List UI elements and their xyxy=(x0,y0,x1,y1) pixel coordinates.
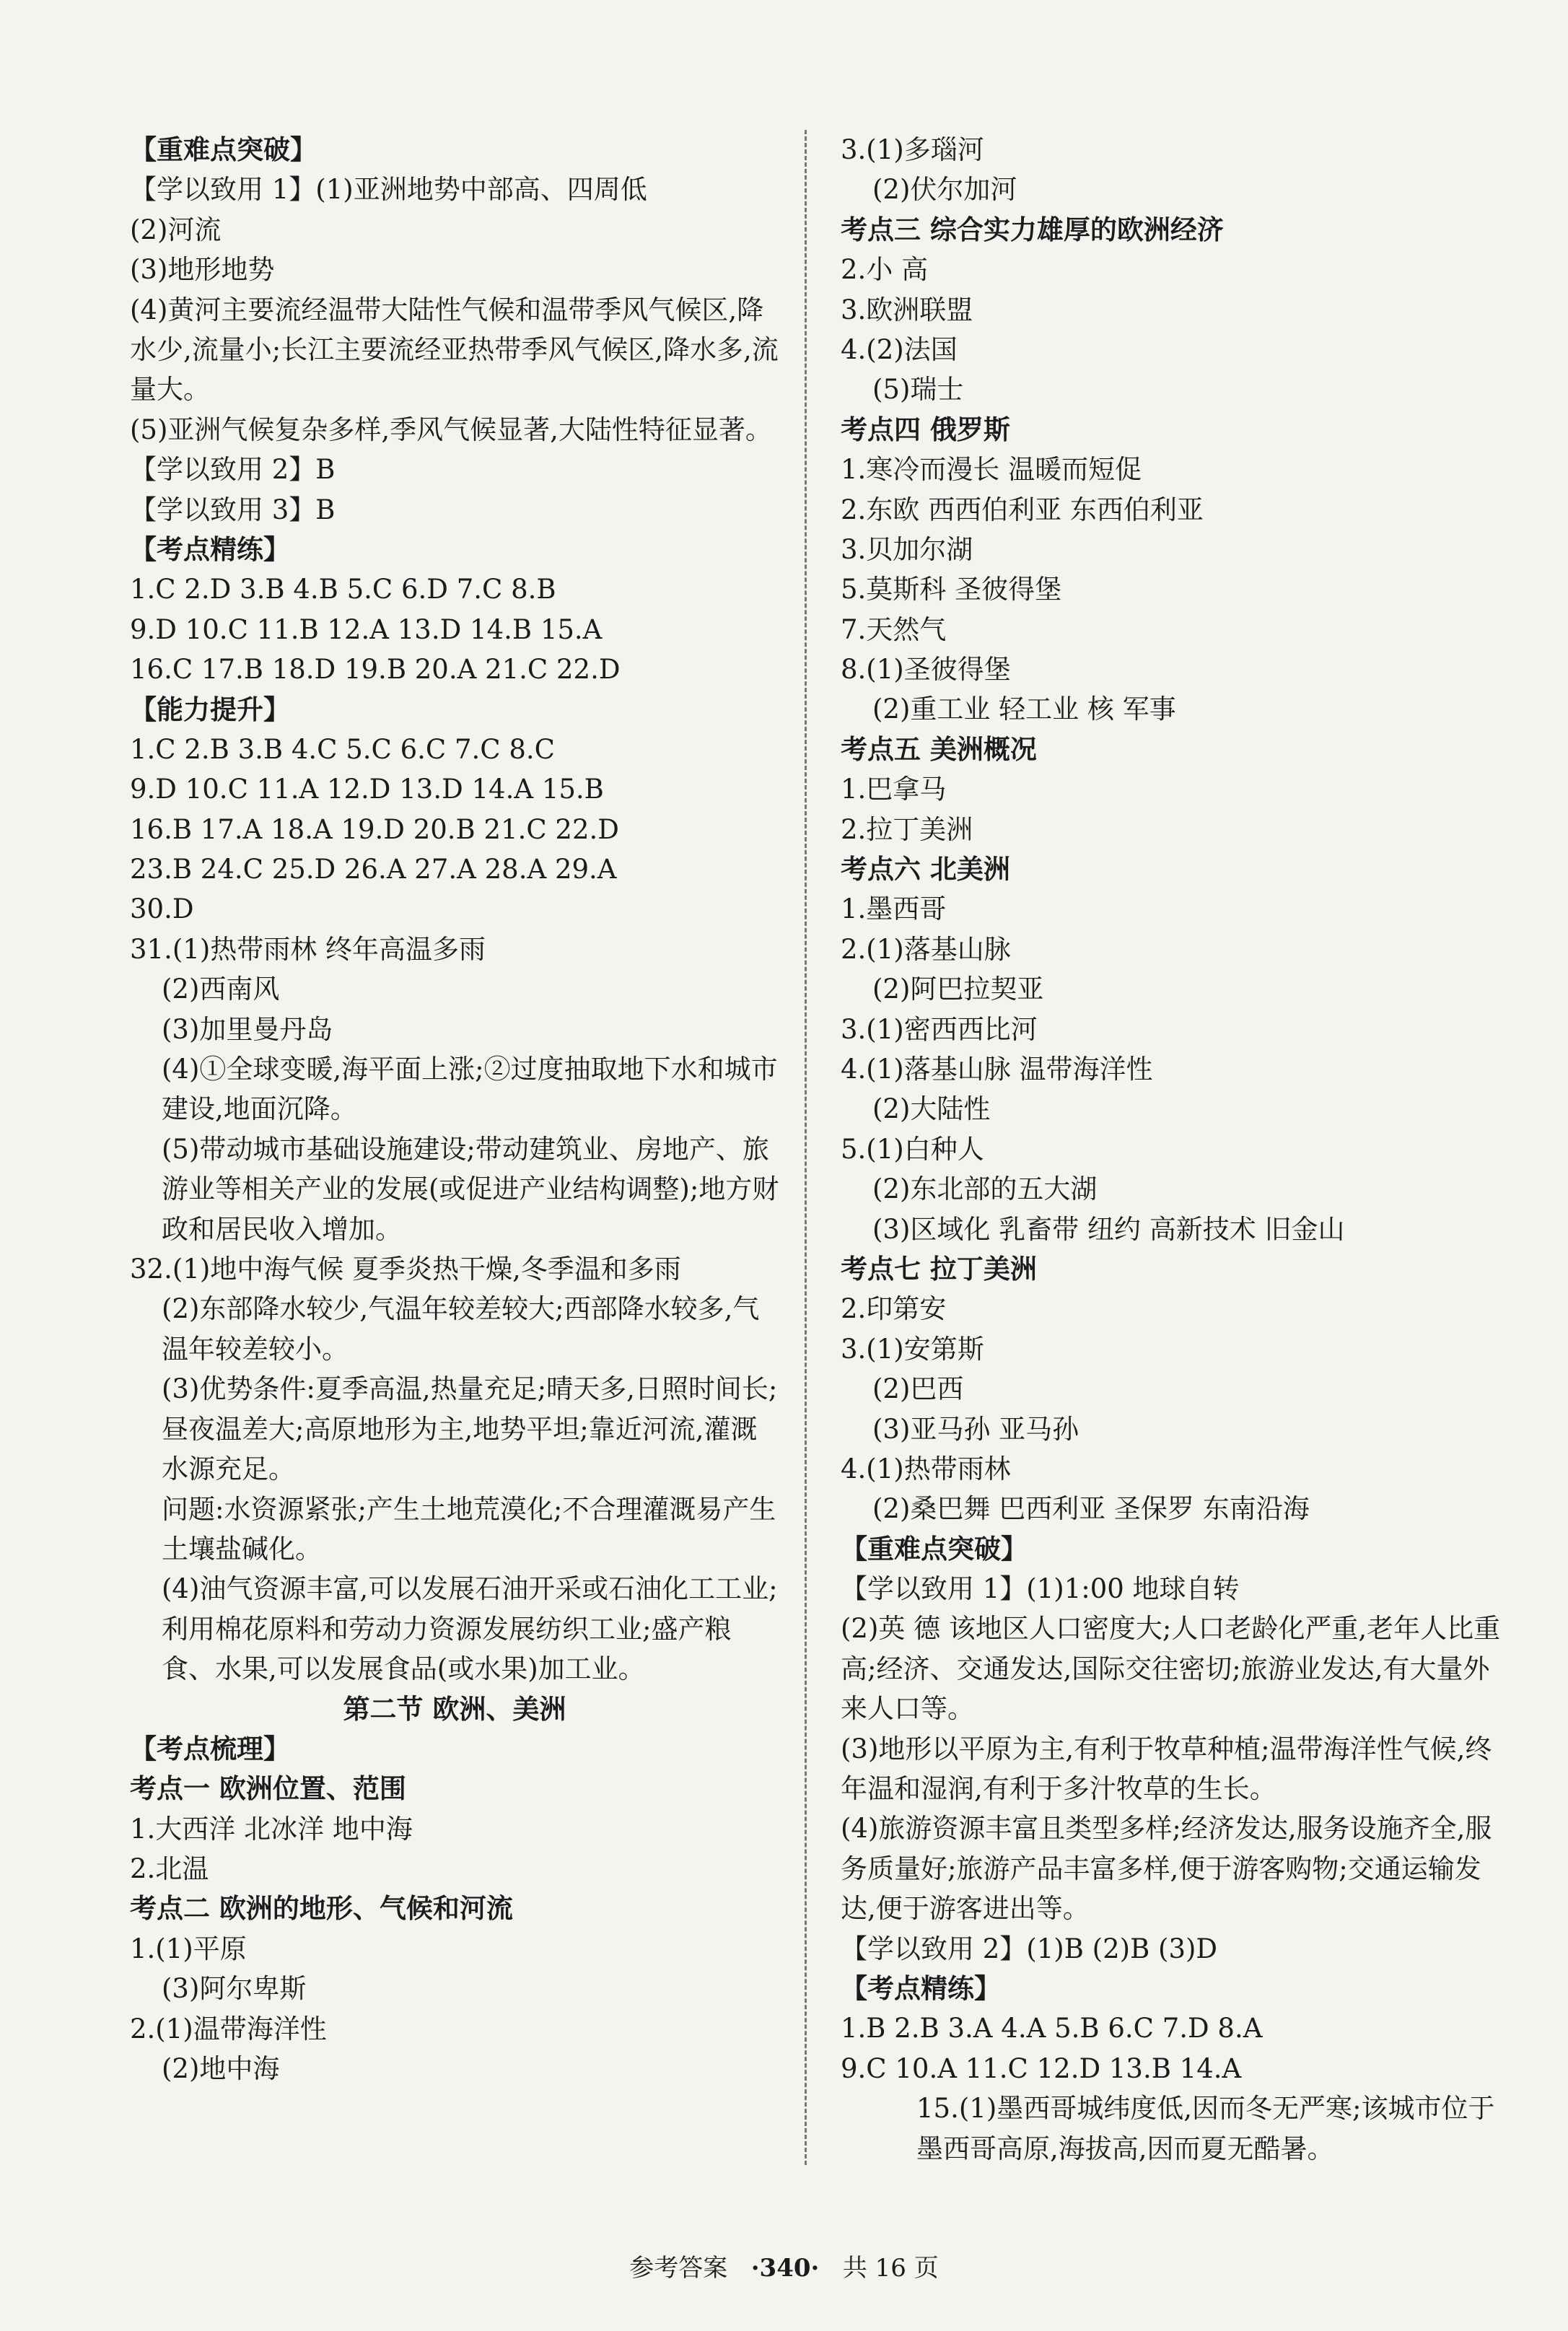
answer-line: 考点三 综合实力雄厚的欧洲经济 xyxy=(841,213,1224,245)
answer-line: 3.(1)安第斯 xyxy=(841,1333,984,1365)
answer-line: (2)英 德 该地区人口密度大;人口老龄化严重,老年人比重高;经济、交通发达,国际交往密切;旅游业发达,有大量外来人口等。 xyxy=(841,1613,1501,1725)
answer-line: 【学以致用 1】(1)亚洲地势中部高、四周低 xyxy=(130,174,647,206)
answer-line: 考点四 俄罗斯 xyxy=(841,413,1010,445)
answer-line: (3)加里曼丹岛 xyxy=(162,1013,333,1045)
answer-line: (4)黄河主要流经温带大陆性气候和温带季风气候区,降水少,流量小;长江主要流经亚热带季风气候区,降水多,流量大。 xyxy=(130,294,779,406)
answer-line: 5.莫斯科 圣彼得堡 xyxy=(841,574,1062,605)
answer-line: (2)伏尔加河 xyxy=(872,174,1017,206)
page-total: 共 16 页 xyxy=(842,2254,939,2283)
answer-line: 3.(1)密西西比河 xyxy=(841,1013,1038,1045)
answer-line: 16.C 17.B 18.D 19.B 20.A 21.C 22.D xyxy=(130,654,621,686)
answer-line: 2.(1)温带海洋性 xyxy=(130,2013,327,2044)
answer-line: 1.(1)平原 xyxy=(130,1933,247,1964)
answer-line: 考点一 欧洲位置、范围 xyxy=(130,1772,406,1805)
answer-line: 【重难点突破】 xyxy=(841,1532,1028,1565)
left-column xyxy=(130,130,779,2089)
answer-line: 32.(1)地中海气候 夏季炎热干燥,冬季温和多雨 xyxy=(130,1254,681,1285)
answer-line: 2.东欧 西西伯利亚 东西伯利亚 xyxy=(841,494,1204,525)
answer-line: 7.天然气 xyxy=(841,613,947,645)
answer-line: 8.(1)圣彼得堡 xyxy=(841,654,1011,686)
answer-line: 9.D 10.C 11.A 12.D 13.D 14.A 15.B xyxy=(130,774,604,805)
answer-line: (2)桑巴舞 巴西利亚 圣保罗 东南沿海 xyxy=(872,1493,1310,1525)
answer-line: 考点五 美洲概况 xyxy=(841,732,1037,765)
answer-line: 1.C 2.B 3.B 4.C 5.C 6.C 7.C 8.C xyxy=(130,733,555,765)
answer-line: 【考点精练】 xyxy=(841,1972,1001,2005)
answer-line: (5)瑞士 xyxy=(872,374,964,406)
column-divider xyxy=(805,130,807,2165)
answer-line: 9.C 10.A 11.C 12.D 13.B 14.A xyxy=(841,2052,1242,2084)
answer-line: 【能力提升】 xyxy=(130,693,290,725)
answer-line: 考点二 欧洲的地形、气候和河流 xyxy=(130,1892,513,1925)
answer-line: 考点六 北美洲 xyxy=(841,853,1010,885)
page-number: ·340· xyxy=(750,2254,820,2283)
answer-line: 考点七 拉丁美洲 xyxy=(841,1252,1037,1285)
answer-line: 3.(1)多瑙河 xyxy=(841,134,984,165)
answer-line: 2.(1)落基山脉 xyxy=(841,933,1011,965)
answer-line: 3.欧洲联盟 xyxy=(841,294,973,325)
answer-line: (2)河流 xyxy=(130,214,222,245)
answer-line: 第二节 欧洲、美洲 xyxy=(343,1692,566,1725)
answer-line: 【学以致用 2】(1)B (2)B (3)D xyxy=(841,1933,1218,1964)
answer-line: (2)阿巴拉契亚 xyxy=(872,974,1044,1005)
answer-line: 23.B 24.C 25.D 26.A 27.A 28.A 29.A xyxy=(130,854,617,885)
answer-line: 1.C 2.D 3.B 4.B 5.C 6.D 7.C 8.B xyxy=(130,574,556,605)
answer-line: (2)东北部的五大湖 xyxy=(872,1173,1098,1205)
answer-line: 【学以致用 1】(1)1:00 地球自转 xyxy=(841,1573,1240,1605)
answer-line: (3)地形以平原为主,有利于牧草种植;温带海洋性气候,终年温和湿润,有利于多汁牧草的生长。 xyxy=(841,1733,1492,1805)
answer-line: 2.印第安 xyxy=(841,1293,947,1325)
answer-line: (3)地形地势 xyxy=(130,254,275,286)
answer-line: (2)地中海 xyxy=(162,2053,280,2085)
answer-line: (2)大陆性 xyxy=(872,1093,991,1125)
answer-line: (2)西南风 xyxy=(162,974,280,1005)
answer-line: 1.大西洋 北冰洋 地中海 xyxy=(130,1813,413,1845)
answer-line: (3)优势条件:夏季高温,热量充足;晴天多,日照时间长;昼夜温差大;高原地形为主,地势平坦;靠近河流,灌溉水源充足。 xyxy=(162,1373,778,1485)
answer-line: 4.(1)热带雨林 xyxy=(841,1453,1011,1484)
answer-line: 15.(1)墨西哥城纬度低,因而冬无严寒;该城市位于墨西哥高原,海拔高,因而夏无酷暑。 xyxy=(916,2093,1495,2164)
answer-line: 2.拉丁美洲 xyxy=(841,813,973,845)
answer-line: (5)亚洲气候复杂多样,季风气候显著,大陆性特征显著。 xyxy=(130,414,772,445)
answer-line: (4)①全球变暖,海平面上涨;②过度抽取地下水和城市建设,地面沉降。 xyxy=(162,1054,778,1125)
answer-line: 2.北温 xyxy=(130,1853,209,1885)
answer-line: 1.寒冷而漫长 温暖而短促 xyxy=(841,454,1142,486)
page-footer xyxy=(0,2248,1568,2283)
answer-line: (3)阿尔卑斯 xyxy=(162,1973,307,2005)
answer-line: (2)重工业 轻工业 核 军事 xyxy=(872,694,1176,725)
answer-line: 【重难点突破】 xyxy=(130,134,317,165)
answer-line: 9.D 10.C 11.B 12.A 13.D 14.B 15.A xyxy=(130,613,603,645)
answer-line: 【学以致用 3】B xyxy=(130,494,336,525)
right-column xyxy=(841,130,1505,2169)
answer-line: 4.(1)落基山脉 温带海洋性 xyxy=(841,1053,1153,1085)
answer-line: (4)油气资源丰富,可以发展石油开采或石油化工工业;利用棉花原料和劳动力资源发展纺织工业;盛产粮食、水果,可以发展食品(或水果)加工业。 xyxy=(162,1573,778,1685)
answer-line: 1.墨西哥 xyxy=(841,893,947,925)
answer-line: 30.D xyxy=(130,893,194,925)
answer-line: 1.B 2.B 3.A 4.A 5.B 6.C 7.D 8.A xyxy=(841,2013,1263,2044)
answer-line: (3)区域化 乳畜带 纽约 高新技术 旧金山 xyxy=(872,1213,1345,1245)
answer-line: 5.(1)白种人 xyxy=(841,1133,984,1165)
answer-line: 【学以致用 2】B xyxy=(130,454,336,486)
answer-line: 16.B 17.A 18.A 19.D 20.B 21.C 22.D xyxy=(130,813,619,845)
answer-line: 【考点梳理】 xyxy=(130,1732,290,1764)
answer-line: 1.巴拿马 xyxy=(841,774,947,805)
answer-line: (3)亚马孙 亚马孙 xyxy=(872,1413,1079,1445)
answer-line: (2)巴西 xyxy=(872,1373,964,1405)
answer-line: 4.(2)法国 xyxy=(841,333,958,365)
answer-line: 【考点精练】 xyxy=(130,533,290,565)
answer-line: (4)旅游资源丰富且类型多样;经济发达,服务设施齐全,服务质量好;旅游产品丰富多样,便于游客购物;交通运输发达,便于游客进出等。 xyxy=(841,1813,1492,1925)
answer-line: 3.贝加尔湖 xyxy=(841,533,973,565)
answer-line: 2.小 高 xyxy=(841,254,929,286)
footer-label: 参考答案 xyxy=(629,2254,728,2283)
answer-line: (5)带动城市基础设施建设;带动建筑业、房地产、旅游业等相关产业的发展(或促进产业结构调整);地方财政和居民收入增加。 xyxy=(162,1133,779,1245)
answer-line: 问题:水资源紧张;产生土地荒漠化;不合理灌溉易产生土壤盐碱化。 xyxy=(162,1493,776,1565)
answer-line: 31.(1)热带雨林 终年高温多雨 xyxy=(130,933,486,965)
answer-line: (2)东部降水较少,气温年较差较大;西部降水较多,气温年较差较小。 xyxy=(162,1293,760,1365)
